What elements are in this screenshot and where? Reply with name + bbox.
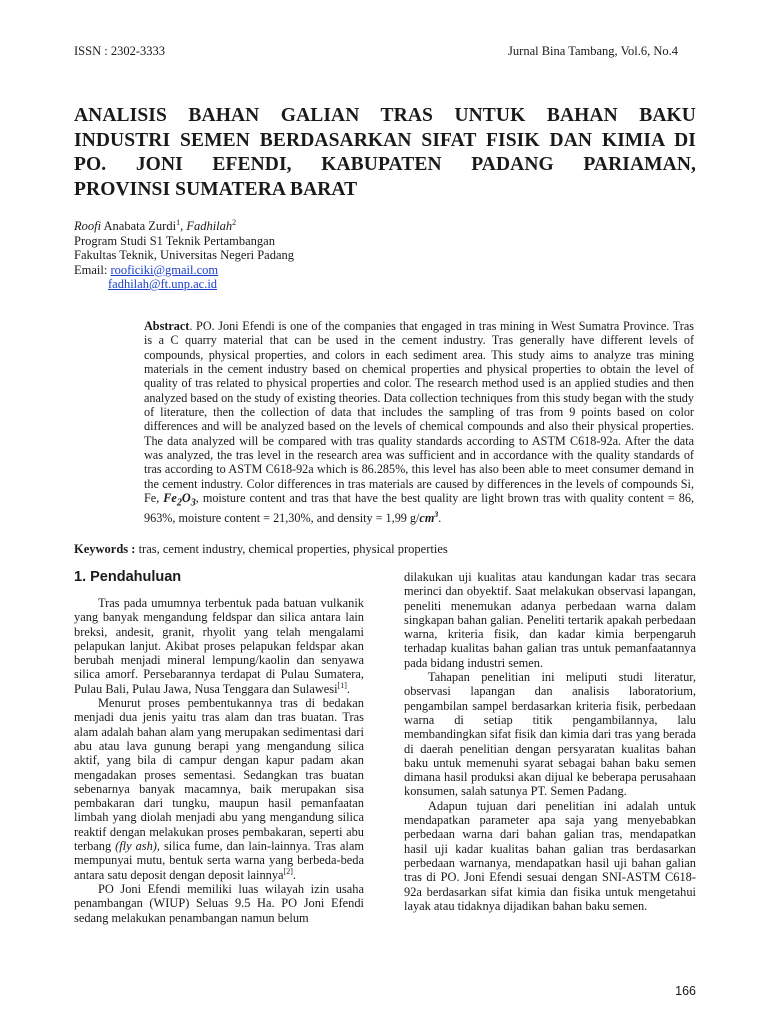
paper-title bbox=[74, 104, 696, 202]
right-column bbox=[404, 570, 696, 913]
formula-fe: $Fe_2O_3$ bbox=[163, 491, 196, 509]
paragraph-2: Menurut proses pembentukannya tras di bedakan menjadi dua jenis yaitu tras alam dan tras buatan. Tras alam adalah bahan alam yang merupakan sedimentasi dari abu atau lava gunung berapi yang mengandung silica aktif, yang bila di campur dengan kapur padam akan mengadakan proses sementasi. Sedangkan tras buatan sebenarnya banyak macamnya, baik merupakan sisa pembakaran dari tungku, maupun hasil pemanfaatan limbah yang diolah menjadi abu yang mengandung silica reaktif dengan melakukan proses pembakaran, seperti abu terbang (fly ash), silica fume, dan lain-lainnya. Tras alam mempunyai mutu, bentuk serta warna yang berbeda-beda antara satu deposit dengan deposit lainnya[2]. bbox=[74, 696, 364, 882]
author2-sup: 2 bbox=[232, 217, 237, 227]
author1-first: Roofi bbox=[74, 219, 102, 233]
email-line-2 bbox=[74, 277, 294, 292]
author-names bbox=[74, 219, 294, 234]
abstract-text-2: , moisture content and tras that have the best quality are light brown tras with quality content = 86, 963%, moisture content = 21,30%, and density = 1,99 g/ bbox=[144, 491, 695, 525]
email-line bbox=[74, 263, 294, 278]
author1-rest: Anabata Zurdi bbox=[101, 219, 177, 233]
issn-header: ISSN : 2302-3333 bbox=[74, 44, 165, 58]
paragraph-r2: Tahapan penelitian ini meliputi studi literatur, observasi lapangan dan analisis laboratorium, pengambilan sampel berdasarkan kriteria fisik, perbedaan warna di setiap titik pengambilannya, lalu membandingkan sifat fisik dan kimia dari tras yang berada di daerah penelitian dengan persyaratan kualitas bahan baku untuk memenuhi syarat sebagai bahan baku semen dimana hasil produksi akan dijual ke beberapa perusahaan konsumen, salah satunya PT. Semen Padang. bbox=[404, 670, 696, 799]
abstract-label: Abstract bbox=[144, 319, 190, 333]
keywords-label: Keywords : bbox=[74, 542, 136, 556]
abstract bbox=[144, 319, 694, 525]
email-link-1[interactable]: rooficiki@gmail.com bbox=[110, 262, 219, 277]
keywords bbox=[74, 542, 448, 557]
author-sep: , bbox=[180, 219, 187, 233]
journal-header: Jurnal Bina Tambang, Vol.6, No.4 bbox=[508, 44, 678, 58]
title-line-1: ANALISIS BAHAN GALIAN TRAS UNTUK BAHAN BAKU bbox=[74, 105, 696, 126]
email-label: Email: bbox=[74, 262, 111, 277]
page-number: 166 bbox=[675, 984, 696, 998]
affiliation-1: Program Studi S1 Teknik Pertambangan bbox=[74, 233, 275, 248]
keywords-text: tras, cement industry, chemical properties, physical properties bbox=[135, 542, 448, 556]
author1-sup: 1 bbox=[176, 217, 181, 227]
author2-name: Fadhilah bbox=[186, 219, 233, 233]
fly-ash-term: (fly ash) bbox=[115, 839, 157, 854]
paragraph-3: PO Joni Efendi memiliki luas wilayah izin usaha penambangan (WIUP) Seluas 9.5 Ha. PO Joni Efendi sedang melakukan penambangan namun belum bbox=[74, 881, 364, 925]
paragraph-r1: dilakukan uji kualitas atau kandungan kadar tras secara merinci dan obyektif. Saat melakukan observasi lapangan, peneliti menemukan adanya perbedaan warna dalam singkapan bahan galian. Peneliti tertarik apakah perbedaan warna, kriteria fisik, dan kadar kimia berpengaruh terhadap kualitas bahan galian tras untuk pemanfaatannya pada bidang industri semen. bbox=[404, 570, 696, 670]
email-link-2[interactable]: fadhilah@ft.unp.ac.id bbox=[108, 277, 218, 291]
paragraph-r3: Adapun tujuan dari penelitian ini adalah untuk mendapatkan parameter apa saja yang menyebabkan perbedaan warna dari bahan galian tras, mendapatkan hasil uji kadar kualitas bahan galian tras berdasarkan perbedaan warnanya, mendapatkan hasil uji bahan galian tras di PO. Joni Efendi sesuai dengan SNI-ASTM C618-92a berdasarkan sifat kimia dan fisika untuk mengetahui layak atau tidaknya dijadikan bahan baku semen. bbox=[404, 798, 696, 913]
paragraph-1: Tras pada umumnya terbentuk pada batuan vulkanik yang banyak mengandung feldspar dan silica antara lain breksi, andesit, granit, rhyolit yang telah mengalami pelapukan lanjut. Akibat proses pelapukan feldspar akan berubah menjadi mineral lempung/kaolin dan senyawa silica amorf. Persebarannya terdapat di Pulau Sumatera, Pulau Bali, Pulau Jawa, Nusa Tenggara dan Sulawesi[1]. bbox=[74, 596, 364, 696]
affiliation-2: Fakultas Teknik, Universitas Negeri Padang bbox=[74, 248, 295, 262]
ref-1: [1] bbox=[337, 680, 347, 690]
ref-2: [2] bbox=[283, 866, 293, 876]
abstract-text-3: . bbox=[438, 510, 442, 525]
section-heading: 1. Pendahuluan bbox=[74, 569, 182, 585]
left-column bbox=[74, 596, 364, 925]
title-line-2: INDUSTRI SEMEN BERDASARKAN SIFAT FISIK DAN KIMIA DI bbox=[74, 129, 696, 151]
title-line-4: PROVINSI SUMATERA BARAT bbox=[74, 178, 358, 200]
unit-cm: $cm^3$ bbox=[419, 509, 439, 525]
author-block bbox=[74, 219, 294, 292]
abstract-text-1: . PO. Joni Efendi is one of the companies that engaged in tras mining in West Sumatra Province. Tras is a C quarry material that can be used in the cement industry. Tras generally have different levels of compounds, physical properties, and colors in each sediment area. This study aims to analyze tras mining materials in the cement industry based on chemical properties and physical properties to obtain the level of quality of tras related to physical properties and color. The research method used is an applied studies and then analyzed based on the study of existing theories. Data collection techniques from this study began with the study of literature, then the collection of data that includes the sampling of tras from 9 points based on color differences and will be analyzed based on the levels of chemical compounds and also their physical properties. The data analyzed will be compared with tras quality standards according to ASTM C618-92a. After the data was analyzed, the tras level in the research area was sufficient and in accordance with the quality standards of tras according to ASTM C618-92a which is 86.285%, this level has also been able to meet consumer demand in the cement industry. Color differences in tras materials are caused by differences in the levels of compounds Si, Fe, bbox=[144, 319, 694, 506]
title-line-3: PO. JONI EFENDI, KABUPATEN PADANG PARIAMAN, bbox=[74, 154, 696, 175]
